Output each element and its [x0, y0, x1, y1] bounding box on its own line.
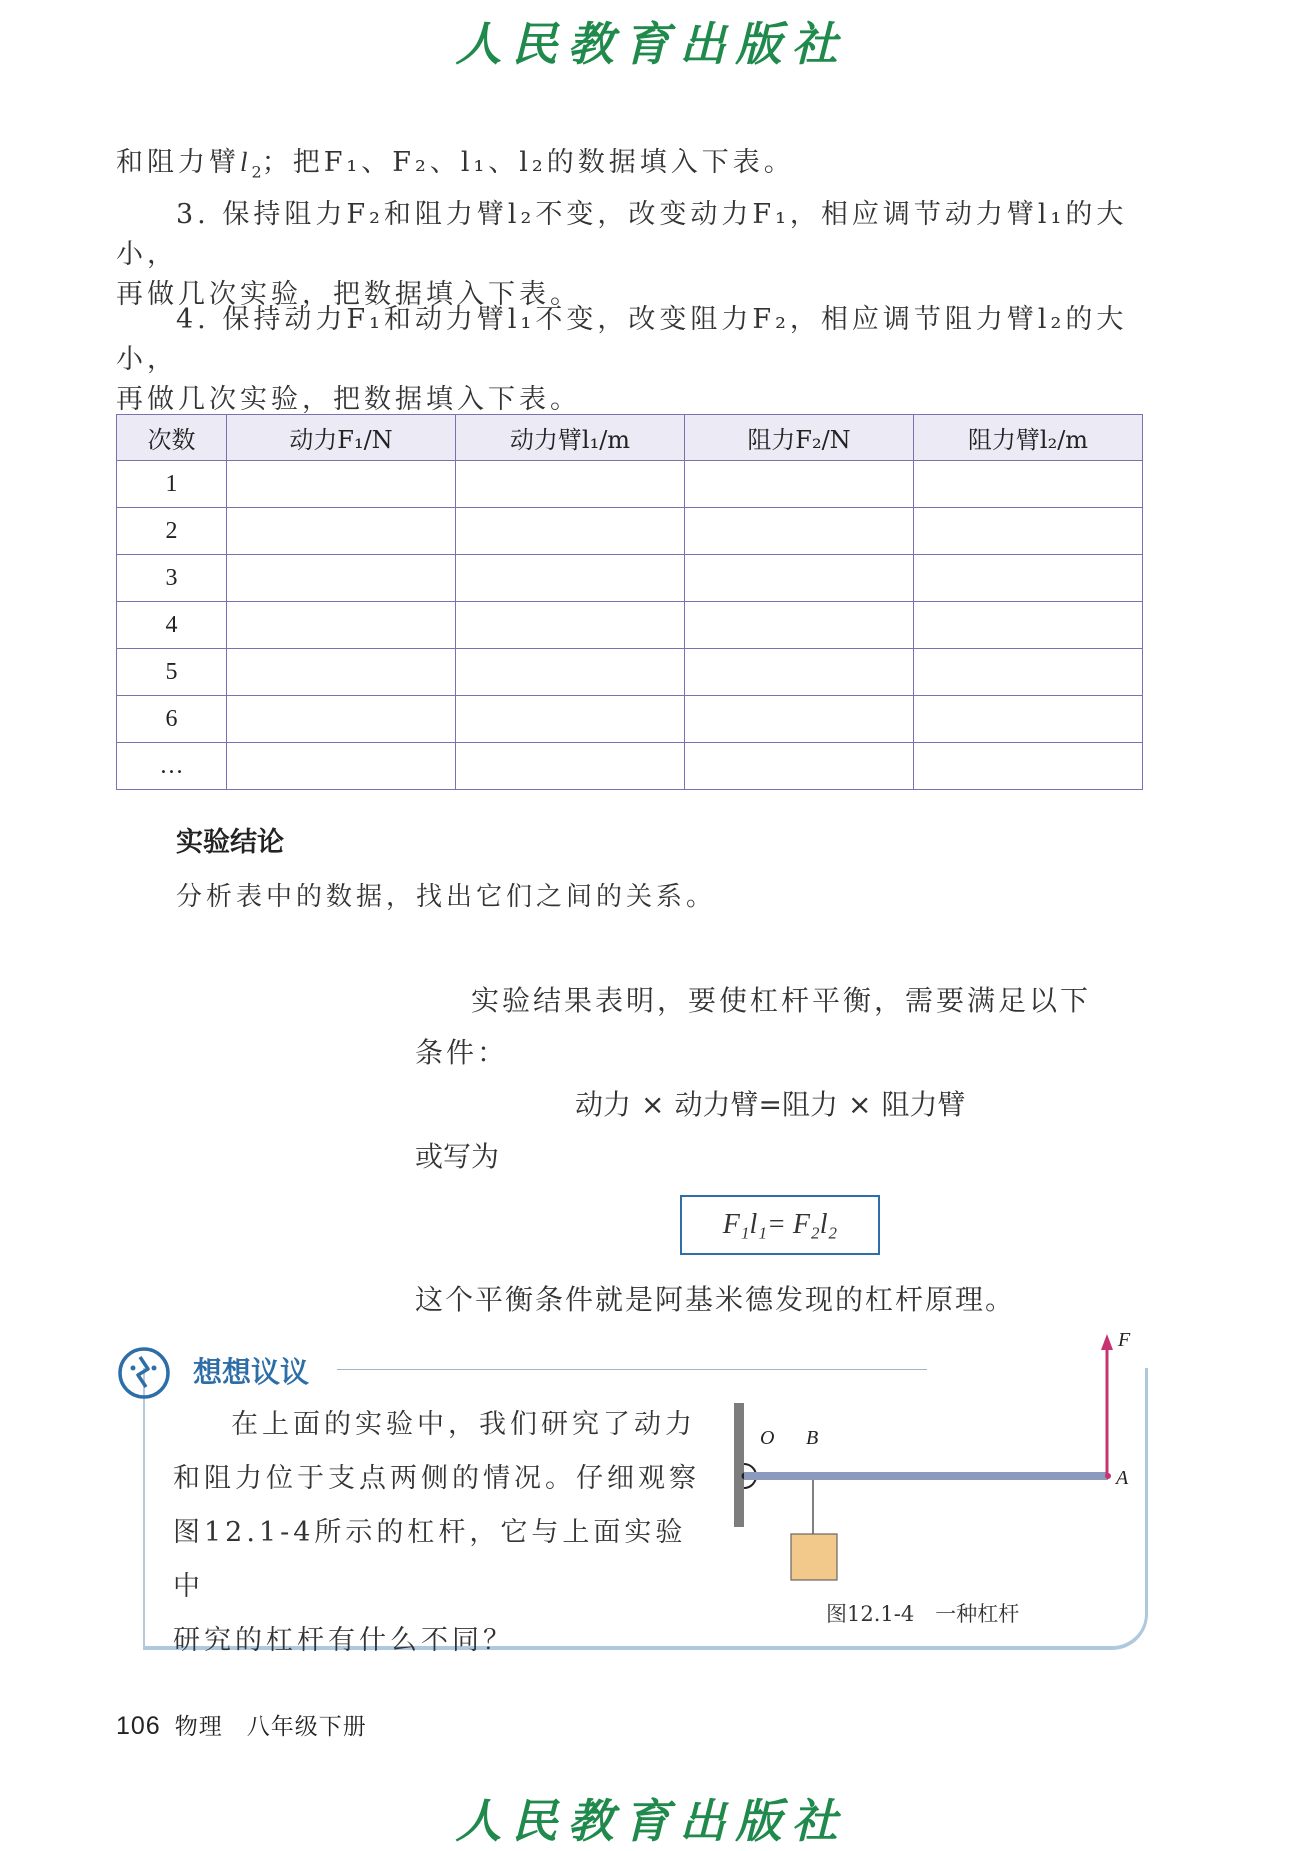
- publisher-logo-top: 人民教育出版社: [455, 17, 848, 71]
- table-cell[interactable]: [914, 602, 1143, 649]
- table-row: [117, 649, 1143, 696]
- table-cell[interactable]: [227, 602, 456, 649]
- table-row: [117, 602, 1143, 649]
- table-cell[interactable]: [685, 508, 914, 555]
- publisher-logo-bottom: 人民教育出版社: [455, 1794, 848, 1848]
- table-cell[interactable]: [914, 555, 1143, 602]
- table-cell[interactable]: [456, 743, 685, 790]
- result-paragraph: 实验结果表明，要使杠杆平衡，需要满足以下 条件：: [415, 984, 1092, 1069]
- figure-caption: 图12.1-4 一种杠杆: [826, 1602, 1020, 1626]
- page-number: 106: [116, 1712, 161, 1740]
- row-number: 4: [117, 602, 227, 649]
- table-cell[interactable]: [456, 555, 685, 602]
- header-load: 阻力F₂/N: [685, 415, 914, 461]
- table-cell[interactable]: [914, 649, 1143, 696]
- label-o: O: [760, 1427, 775, 1449]
- label-b: B: [806, 1427, 819, 1449]
- row-number: 6: [117, 696, 227, 743]
- table-row: [117, 555, 1143, 602]
- row-number: 1: [117, 461, 227, 508]
- header-effort-arm: 动力臂l₁/m: [456, 415, 685, 461]
- table-cell[interactable]: [685, 743, 914, 790]
- table-cell[interactable]: [227, 696, 456, 743]
- table-cell[interactable]: [914, 696, 1143, 743]
- table-cell[interactable]: [914, 743, 1143, 790]
- hanging-weight: [791, 1534, 837, 1580]
- table-row: [117, 508, 1143, 555]
- table-cell[interactable]: [914, 508, 1143, 555]
- table-cell[interactable]: [685, 649, 914, 696]
- point-a-dot: [1105, 1473, 1111, 1479]
- table-cell[interactable]: [227, 555, 456, 602]
- table-cell[interactable]: [685, 555, 914, 602]
- table-cell[interactable]: [227, 461, 456, 508]
- table-cell[interactable]: [227, 649, 456, 696]
- table-cell[interactable]: [456, 696, 685, 743]
- think-discuss-text: 在上面的实验中，我们研究了动力 和阻力位于支点两侧的情况。仔细观察 图12.1-4所示的杠杆，它与上面实验中 研究的杠杆有什么不同？: [173, 1409, 700, 1656]
- table-cell[interactable]: [456, 602, 685, 649]
- row-number: 3: [117, 555, 227, 602]
- lever-bar: [744, 1472, 1108, 1480]
- label-a: A: [1116, 1467, 1129, 1489]
- paragraph-step3: 3. 保持阻力F₂和阻力臂l₂不变，改变动力F₁，相应调节动力臂l₁的大小， 再做几次实验，把数据填入下表。: [116, 199, 1128, 310]
- paragraph-step2-end: 和阻力臂$l_2$；把F₁、F₂、l₁、l₂的数据填入下表。: [116, 147, 795, 182]
- footer-grade: 八年级下册: [246, 1714, 367, 1740]
- table-cell[interactable]: [685, 461, 914, 508]
- table-cell[interactable]: [456, 508, 685, 555]
- table-cell[interactable]: [227, 508, 456, 555]
- think-discuss-title: 想想议议: [193, 1355, 310, 1389]
- conclusion-text: 分析表中的数据，找出它们之间的关系。: [176, 882, 717, 912]
- lever-formula-box: F₁l₁= F₂l₂: [680, 1195, 880, 1255]
- think-face-icon: [116, 1345, 172, 1401]
- table-header-row: [117, 415, 1143, 461]
- table-cell[interactable]: [456, 461, 685, 508]
- footer-subject: 物理: [174, 1714, 223, 1740]
- wall-post: [734, 1403, 744, 1527]
- table-cell[interactable]: [685, 602, 914, 649]
- header-count: 次数: [117, 415, 227, 461]
- label-f: F: [1118, 1330, 1131, 1351]
- paragraph-step4: 4. 保持动力F₁和动力臂l₁不变，改变阻力F₂，相应调节阻力臂l₂的大小， 再做几次实验，把数据填入下表。: [116, 304, 1128, 415]
- table-cell[interactable]: [227, 743, 456, 790]
- table-row: [117, 743, 1143, 790]
- table-cell[interactable]: [456, 649, 685, 696]
- lever-principle-text: 这个平衡条件就是阿基米德发现的杠杆原理。: [415, 1283, 1016, 1316]
- word-formula: 动力 × 动力臂=阻力 × 阻力臂: [575, 1088, 966, 1121]
- write-as-label: 或写为: [415, 1140, 500, 1173]
- row-number: …: [117, 743, 227, 790]
- row-number: 2: [117, 508, 227, 555]
- data-table: [116, 414, 1143, 790]
- table-cell[interactable]: [914, 461, 1143, 508]
- table-row: [117, 696, 1143, 743]
- row-number: 5: [117, 649, 227, 696]
- header-effort: 动力F₁/N: [227, 415, 456, 461]
- table-cell[interactable]: [685, 696, 914, 743]
- force-arrow-head: [1101, 1334, 1113, 1350]
- lever-figure: [720, 1330, 1140, 1590]
- page-footer: [116, 1708, 367, 1741]
- conclusion-heading: 实验结论: [176, 827, 284, 858]
- table-row: [117, 461, 1143, 508]
- header-load-arm: 阻力臂l₂/m: [914, 415, 1143, 461]
